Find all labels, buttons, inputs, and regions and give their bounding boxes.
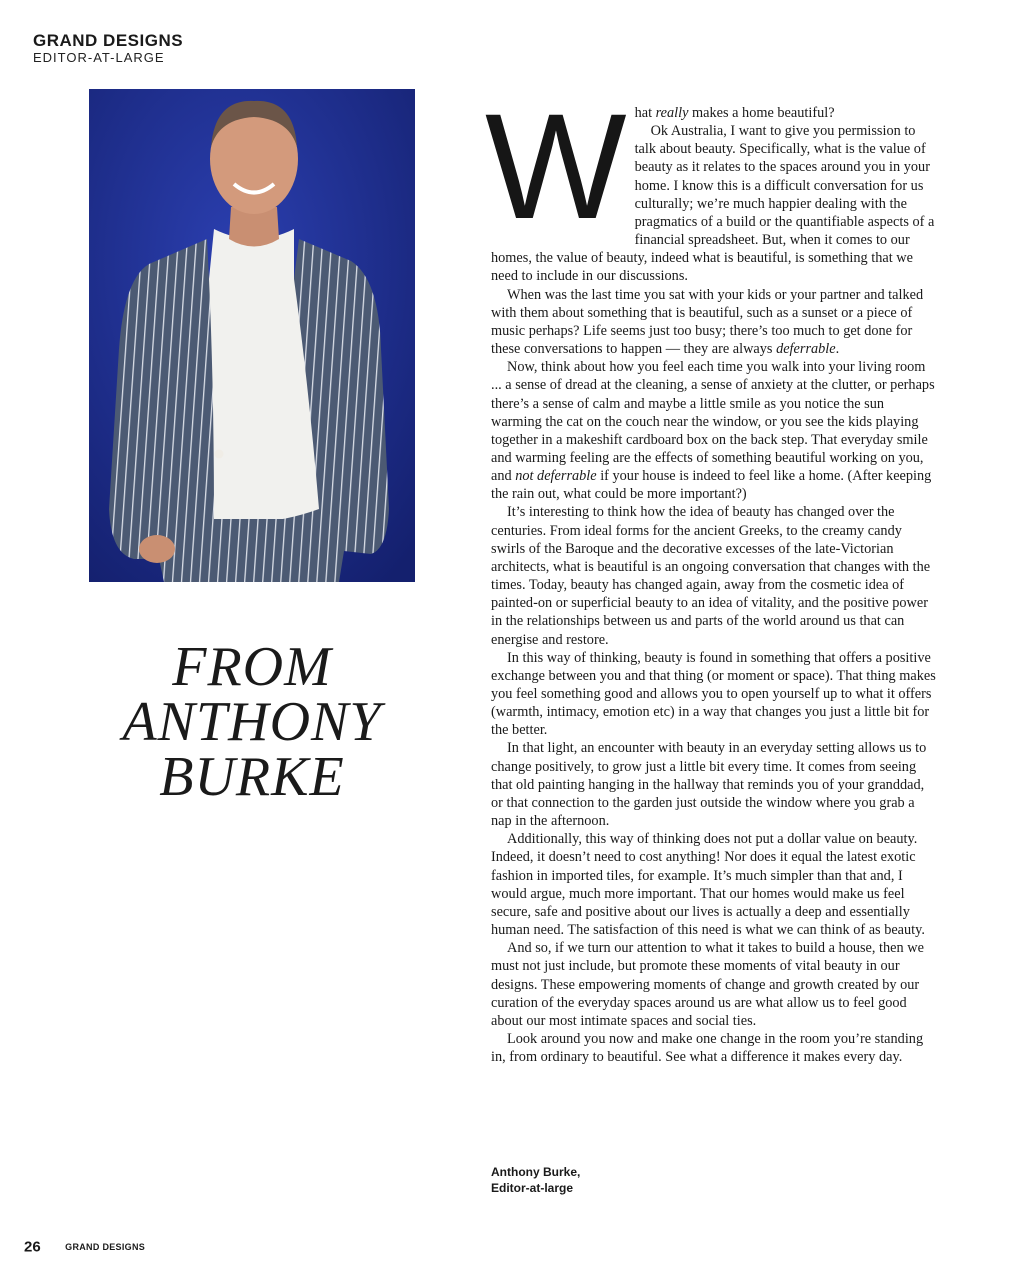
- masthead: [33, 32, 183, 65]
- headline-line: ANTHONY: [122, 691, 382, 753]
- publication-name: GRAND DESIGNS: [65, 1241, 146, 1252]
- drop-cap: W: [485, 82, 621, 250]
- author-name: Anthony Burke,: [491, 1165, 581, 1179]
- article-paragraph: It’s interesting to think how the idea of beauty has changed over the centuries. From ideal forms for the ancient Greeks, to the creamy candy swirls of the Baroque and the decorative excesses of the late-Victorian architects, what is beautiful is an ongoing conversation that changes with the times. Today, beauty has changed again, away from the cosmetic idea of painted-on or superficial beauty to an idea of vitality, and the positive power in the relationships between us and parts of the world around us that can energise and restore.: [491, 504, 931, 648]
- article-body: [485, 82, 937, 1066]
- article-paragraph: And so, if we turn our attention to what it takes to build a house, then we must not just include, but promote these moments of vital beauty in our designs. These empowering moments of change and growth created by our curation of the everyday spaces around us are what allow us to feel good about our most intimate spaces and social ties.: [491, 940, 924, 1029]
- article-paragraph: Now, think about how you feel each time you walk into your living room ... a sense of dread at the cleaning, a sense of anxiety at the clutter, or perhaps there’s a sense of calm and maybe a little smile as you notice the sun warming the cat on the couch near the window, or you see the kids playing together in a makeshift cardboard box on the back step. That everyday smile and warming feeling are the effects of something beautiful working on you, and not deferrable if your house is indeed to feel like a home. (After keeping the rain out, what could be more important?): [491, 359, 935, 503]
- trousers: [189, 519, 339, 582]
- article-paragraph: Ok Australia, I want to give you permission to talk about beauty. Specifically, what is the value of beauty as it relates to the spaces around you in your home. I know this is a difficult conversation for us culturally; we’re much happier dealing with the pragmatics of a build or the quantifiable aspects of a financial spreadsheet. But, when it comes to our homes, the value of beauty, indeed what is beautiful, is something that we need to include in our discussions.: [491, 123, 935, 285]
- article-paragraph: hat really makes a home beautiful? Ok Australia, I want to give you permission to talk about beauty. Specifically, what is the value of beauty as it relates to the spaces around you in your home. I know this is a difficult conversation for us culturally; we’re much happier dealing with the pragmatics of a build or the quantifiable aspects of a financial spreadsheet. But, when it comes to our homes, the value of beauty, indeed what is beautiful, is something that we need to include in our discussions.: [491, 104, 937, 286]
- article-paragraph: In this way of thinking, beauty is found in something that offers a positive exchange between you and that thing (or moment or space). That thing makes you feel something good and allows you to open yourself up to what it offers (warmth, intimacy, emotion etc) in a way that changes you just a little bit for the better.: [491, 649, 936, 739]
- article-paragraph: In that light, an encounter with beauty in an everyday setting allows us to change positively, to grow just a little bit every time. It comes from seeing that old painting hanging in the hallway that reminds you of your granddad, or that connection to the garden just outside the window where you grab a nap in the afternoon.: [491, 740, 927, 830]
- emphasis: not deferrable: [515, 468, 597, 485]
- portrait-illustration: [89, 89, 415, 582]
- headline-line: FROM: [172, 636, 332, 698]
- article-paragraph: Additionally, this way of thinking does not put a dollar value on beauty. Indeed, it doesn’t need to cost anything! Nor does it equal the latest exotic fashion in imported tiles, for example. It’s much simpler than that and, I would argue, much more important. That our homes would make us feel secure, safe and positive about our lives is actually a deep and essentially human need. The satisfaction of this need is what we can think of as beauty.: [491, 831, 925, 939]
- section-subtitle: EDITOR-AT-LARGE: [33, 50, 165, 65]
- jacket-button: [215, 450, 224, 459]
- portrait-photo: [89, 89, 415, 582]
- article-paragraph: Look around you now and make one change in the room you’re standing in, from ordinary to beautiful. See what a difference it makes every day.: [491, 1030, 924, 1066]
- section-title: GRAND DESIGNS: [33, 31, 184, 50]
- author-role: Editor-at-large: [491, 1181, 574, 1195]
- emphasis: really: [655, 105, 689, 121]
- page-footer: [24, 1238, 145, 1256]
- page-number: 26: [24, 1238, 41, 1256]
- left-hand: [139, 535, 175, 563]
- emphasis: deferrable: [776, 341, 836, 358]
- headline: [89, 636, 415, 808]
- author-signoff: [491, 1164, 580, 1196]
- article-paragraph: When was the last time you sat with your kids or your partner and talked with them about something that is beautiful, such as a sunset or a piece of music perhaps? Life seems just too busy; there’s too much to get done for these conversations to happen — they are always deferrable.: [491, 286, 924, 358]
- headline-line: BURKE: [159, 746, 345, 808]
